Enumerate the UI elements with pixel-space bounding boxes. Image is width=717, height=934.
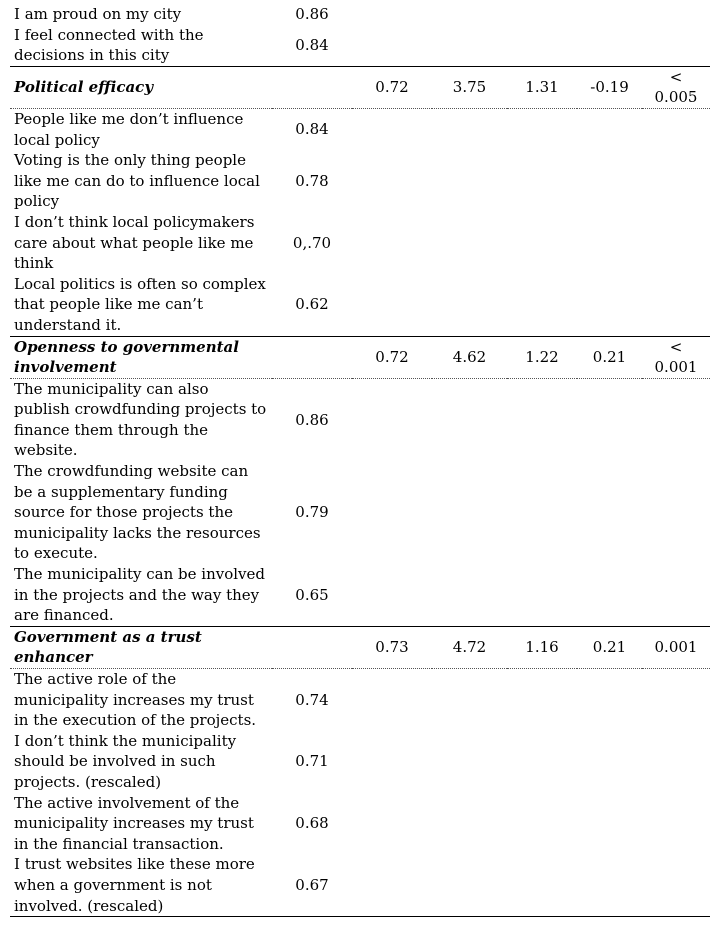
item-row xyxy=(10,274,710,336)
empty-cell xyxy=(642,669,710,731)
item-label: Voting is the only thing people like me can do to influence local policy xyxy=(14,151,260,211)
item-row xyxy=(10,461,710,564)
empty-cell xyxy=(507,108,577,150)
empty-cell xyxy=(577,669,642,731)
empty-cell xyxy=(642,25,710,67)
item-label: I don’t think the municipality should be involved in such projects. (rescaled) xyxy=(14,731,237,791)
empty-cell xyxy=(432,378,507,461)
empty-cell xyxy=(432,4,507,25)
empty-cell xyxy=(577,212,642,274)
p-value-sign: < xyxy=(669,67,683,86)
empty-cell xyxy=(577,274,642,336)
empty-cell xyxy=(507,461,577,564)
empty-cell xyxy=(352,108,432,150)
empty-cell xyxy=(432,212,507,274)
p-value: 0.001 xyxy=(654,358,698,377)
empty-cell xyxy=(432,461,507,564)
factor-loading: 0.79 xyxy=(295,503,329,522)
empty-cell xyxy=(507,669,577,731)
item-label: I am proud on my city xyxy=(14,5,182,23)
empty-cell xyxy=(352,793,432,855)
factor-loading: 0.68 xyxy=(295,814,329,833)
empty-cell xyxy=(577,793,642,855)
alpha-cell: 0.72 xyxy=(352,336,432,378)
item-label: I don’t think local policymakers care about what people like me think xyxy=(14,212,255,273)
empty-cell xyxy=(642,731,710,793)
empty-cell xyxy=(507,793,577,855)
item-row xyxy=(10,669,710,731)
empty-cell xyxy=(577,150,642,212)
empty-cell xyxy=(642,461,710,564)
item-label: People like me don’t influence local policy xyxy=(14,109,244,149)
empty-cell xyxy=(642,108,710,150)
loading-cell xyxy=(272,66,352,108)
empty-cell xyxy=(577,108,642,150)
empty-cell xyxy=(642,212,710,274)
empty-cell xyxy=(432,564,507,626)
empty-cell xyxy=(352,4,432,25)
empty-cell xyxy=(577,461,642,564)
empty-cell xyxy=(352,854,432,916)
empty-cell xyxy=(507,854,577,916)
item-row xyxy=(10,212,710,274)
p-value-cell xyxy=(642,626,710,668)
empty-cell xyxy=(642,274,710,336)
construct-label: Political efficacy xyxy=(10,66,272,108)
construct-row xyxy=(10,626,710,668)
item-row xyxy=(10,4,710,25)
empty-cell xyxy=(577,731,642,793)
empty-cell xyxy=(642,378,710,461)
empty-cell xyxy=(507,564,577,626)
sd-cell: 1.31 xyxy=(507,66,577,108)
mean-cell: 4.72 xyxy=(432,626,507,668)
correlation-cell: 0.21 xyxy=(577,336,642,378)
empty-cell xyxy=(577,378,642,461)
item-label: The active involvement of the municipality increases my trust in the financial transaction. xyxy=(14,793,254,853)
item-row xyxy=(10,854,710,916)
item-label: I feel connected with the decisions in this city xyxy=(14,25,204,65)
item-row xyxy=(10,564,710,626)
factor-loading: 0.71 xyxy=(295,752,329,771)
p-value-sign: < xyxy=(669,337,683,356)
p-value-cell xyxy=(642,336,710,378)
empty-cell xyxy=(642,4,710,25)
empty-cell xyxy=(352,669,432,731)
correlation-cell: 0.21 xyxy=(577,626,642,668)
factor-loading: 0,.70 xyxy=(292,233,332,252)
correlation-cell: -0.19 xyxy=(577,66,642,108)
survey-results-table xyxy=(10,4,710,917)
item-row xyxy=(10,108,710,150)
item-row xyxy=(10,731,710,793)
item-label: Local politics is often so complex that people like me can’t understand it. xyxy=(14,274,266,334)
item-label: The municipality can be involved in the projects and the way they are financed. xyxy=(14,565,265,625)
empty-cell xyxy=(432,854,507,916)
sd-cell: 1.22 xyxy=(507,336,577,378)
factor-loading: 0.74 xyxy=(295,690,329,709)
p-value: 0.001 xyxy=(654,638,698,657)
empty-cell xyxy=(432,108,507,150)
empty-cell xyxy=(642,854,710,916)
empty-cell xyxy=(432,669,507,731)
factor-loading: 0.78 xyxy=(295,171,329,190)
factor-loading: 0.67 xyxy=(272,854,352,916)
empty-cell xyxy=(352,378,432,461)
mean-cell: 3.75 xyxy=(432,66,507,108)
item-row xyxy=(10,793,710,855)
factor-loading: 0.86 xyxy=(295,410,329,429)
sd-cell: 1.16 xyxy=(507,626,577,668)
empty-cell xyxy=(642,150,710,212)
empty-cell xyxy=(432,793,507,855)
empty-cell xyxy=(432,731,507,793)
alpha-cell: 0.72 xyxy=(352,66,432,108)
empty-cell xyxy=(352,731,432,793)
empty-cell xyxy=(507,274,577,336)
item-label: The crowdfunding website can be a supplementary funding source for those projects the municipality lacks the resources to execute. xyxy=(14,462,261,563)
construct-label: Openness to governmental involvement xyxy=(10,336,272,378)
construct-row xyxy=(10,336,710,378)
factor-loading: 0.62 xyxy=(295,295,329,314)
empty-cell xyxy=(507,378,577,461)
item-label: The active role of the municipality increases my trust in the execution of the projects. xyxy=(14,670,257,730)
empty-cell xyxy=(577,854,642,916)
item-label: The municipality can also publish crowdfunding projects to finance them through the website. xyxy=(14,379,267,460)
empty-cell xyxy=(577,4,642,25)
loading-cell xyxy=(272,626,352,668)
loading-cell xyxy=(272,336,352,378)
empty-cell xyxy=(507,25,577,67)
item-row xyxy=(10,150,710,212)
item-row xyxy=(10,25,710,67)
empty-cell xyxy=(507,4,577,25)
empty-cell xyxy=(642,564,710,626)
factor-loading: 0.84 xyxy=(295,120,329,139)
item-label: I trust websites like these more when a government is not involved. (rescaled) xyxy=(10,854,272,916)
empty-cell xyxy=(352,564,432,626)
empty-cell xyxy=(507,731,577,793)
empty-cell xyxy=(432,150,507,212)
alpha-cell: 0.73 xyxy=(352,626,432,668)
empty-cell xyxy=(432,274,507,336)
item-row xyxy=(10,378,710,461)
empty-cell xyxy=(507,150,577,212)
empty-cell xyxy=(577,25,642,67)
mean-cell: 4.62 xyxy=(432,336,507,378)
empty-cell xyxy=(577,564,642,626)
empty-cell xyxy=(507,212,577,274)
construct-label: Government as a trust enhancer xyxy=(10,626,272,668)
empty-cell xyxy=(352,25,432,67)
construct-row xyxy=(10,66,710,108)
empty-cell xyxy=(352,212,432,274)
empty-cell xyxy=(352,461,432,564)
empty-cell xyxy=(352,150,432,212)
empty-cell xyxy=(642,793,710,855)
p-value: 0.005 xyxy=(654,88,698,107)
empty-cell xyxy=(432,25,507,67)
factor-loading: 0.84 xyxy=(295,35,329,54)
factor-loading: 0.86 xyxy=(295,5,329,23)
factor-loading: 0.65 xyxy=(295,585,329,604)
empty-cell xyxy=(352,274,432,336)
p-value-cell xyxy=(642,66,710,108)
